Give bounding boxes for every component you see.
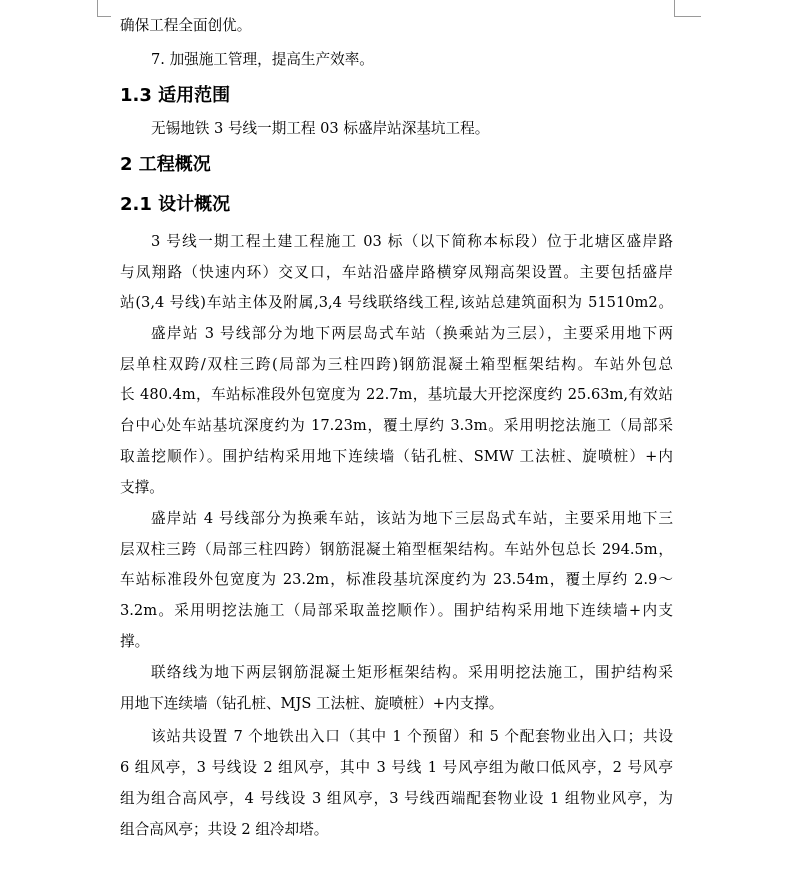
text-line: 与凤翔路（快速内环）交叉口，车站沿盛岸路横穿凤翔高架设置。主要包括盛岸 bbox=[120, 264, 673, 281]
text-line: 层单柱双跨/双柱三跨(局部为三柱四跨)钢筋混凝土箱型框架结构。车站外包总 bbox=[120, 356, 673, 373]
text-line: 盛岸站 3 号线部分为地下两层岛式车站（换乘站为三层），主要采用地下两 bbox=[151, 325, 673, 342]
text-line: 支撑。 bbox=[120, 479, 164, 496]
text-line: 盛岸站 4 号线部分为换乘车站，该站为地下三层岛式车站，主要采用地下三 bbox=[151, 510, 673, 527]
section-heading-1-3: 1.3 适用范围 bbox=[120, 85, 231, 106]
text-line: 联络线为地下两层钢筋混凝土矩形框架结构。采用明挖法施工，围护结构采 bbox=[151, 664, 673, 681]
text-line: 6 组风亭，3 号线设 2 组风亭，其中 3 号线 1 号风亭组为敞口低风亭，2 号风亭 bbox=[120, 759, 673, 776]
text-line: 台中心处车站基坑深度约为 17.23m，覆土厚约 3.3m。采用明挖法施工（局部采 bbox=[120, 417, 673, 434]
text-line: 撑。 bbox=[120, 633, 150, 650]
text-line: 确保工程全面创优。 bbox=[120, 17, 252, 34]
text-line: 车站标准段外包宽度为 23.2m，标准段基坑深度约为 23.54m，覆土厚约 2.9～ bbox=[120, 571, 673, 588]
text-line: 层双柱三跨（局部三柱四跨）钢筋混凝土箱型框架结构。车站外包总长 294.5m， bbox=[120, 541, 673, 558]
text-line: 该站共设置 7 个地铁出入口（其中 1 个预留）和 5 个配套物业出入口；共设 bbox=[151, 728, 673, 745]
text-line: 无锡地铁 3 号线一期工程 03 标盛岸站深基坑工程。 bbox=[151, 120, 490, 137]
text-line: 取盖挖顺作）。围护结构采用地下连续墙（钻孔桩、SMW 工法桩、旋喷桩）+内 bbox=[120, 448, 673, 465]
text-line: 长 480.4m，车站标准段外包宽度为 22.7m，基坑最大开挖深度约 25.63m,有效站 bbox=[120, 386, 673, 403]
text-line: 3 号线一期工程土建工程施工 03 标（以下简称本标段）位于北塘区盛岸路 bbox=[151, 233, 673, 250]
section-heading-2: 2 工程概况 bbox=[120, 154, 211, 175]
text-line: 7. 加强施工管理，提高生产效率。 bbox=[151, 51, 374, 68]
crop-mark-right-vertical bbox=[674, 0, 675, 17]
text-line: 用地下连续墙（钻孔桩、MJS 工法桩、旋喷桩）+内支撑。 bbox=[120, 695, 504, 712]
section-heading-2-1: 2.1 设计概况 bbox=[120, 194, 231, 215]
text-line: 站(3,4 号线)车站主体及附属,3,4 号线联络线工程,该站总建筑面积为 51510m2。 bbox=[120, 294, 673, 311]
crop-mark-right-horizontal bbox=[675, 16, 701, 17]
crop-mark-left-horizontal bbox=[97, 16, 111, 17]
text-line: 3.2m。采用明挖法施工（局部采取盖挖顺作）。围护结构采用地下连续墙+内支 bbox=[120, 602, 673, 619]
text-line: 组为组合高风亭，4 号线设 3 组风亭，3 号线西端配套物业设 1 组物业风亭，为 bbox=[120, 790, 673, 807]
crop-mark-left-vertical bbox=[97, 0, 98, 17]
text-line: 组合高风亭；共设 2 组冷却塔。 bbox=[120, 821, 329, 838]
